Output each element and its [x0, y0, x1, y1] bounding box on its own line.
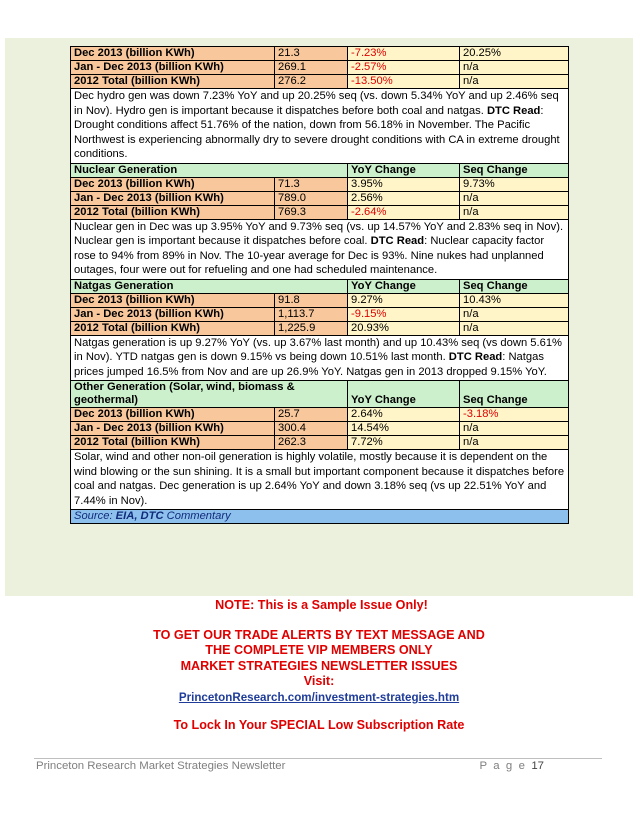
source-prefix: Source: [74, 510, 116, 522]
row-seq: n/a [460, 61, 569, 75]
commentary-text: : Natgas prices jumped 16.5% from Nov and are up 26.9% YoY. Natgas gen in 2013 dropped 9.15% YoY. [74, 351, 547, 378]
row-seq: n/a [460, 75, 569, 89]
natgas-commentary [71, 335, 569, 381]
row-value: 276.2 [275, 75, 348, 89]
row-seq: n/a [460, 191, 569, 205]
notice-lock-rate: To Lock In Your SPECIAL Low Subscription Rate [173, 718, 465, 733]
table-row [71, 205, 569, 219]
row-yoy: -9.15% [348, 307, 460, 321]
table-row [71, 61, 569, 75]
row-yoy: -2.57% [348, 61, 460, 75]
row-label: 2012 Total (billion KWh) [71, 436, 275, 450]
row-yoy: 7.72% [348, 436, 460, 450]
sample-issue-note: NOTE: This is a Sample Issue Only! [215, 598, 428, 612]
commentary-text: Dec hydro gen was down 7.23% YoY and up 20.25% seq (vs. down 5.34% YoY and up 2.46% seq in Nov). Hydro gen is important because it dispatches before both coal and natgas. [74, 90, 559, 117]
row-yoy: 14.54% [348, 422, 460, 436]
row-value: 25.7 [275, 408, 348, 422]
section-title: Nuclear Generation [71, 163, 348, 177]
source-suffix: Commentary [163, 510, 231, 522]
row-label: 2012 Total (billion KWh) [71, 321, 275, 335]
commentary-row [71, 335, 569, 381]
table-row [71, 436, 569, 450]
row-value: 769.3 [275, 205, 348, 219]
row-yoy: 9.27% [348, 293, 460, 307]
hydro-commentary [71, 89, 569, 164]
row-value: 262.3 [275, 436, 348, 450]
nuclear-commentary [71, 219, 569, 279]
row-label: Jan - Dec 2013 (billion KWh) [71, 422, 275, 436]
row-label: Dec 2013 (billion KWh) [71, 293, 275, 307]
section-header-other [71, 381, 569, 408]
row-label: Dec 2013 (billion KWh) [71, 47, 275, 61]
table-row [71, 293, 569, 307]
seq-header: Seq Change [460, 279, 569, 293]
notice-visit: Visit: [303, 673, 335, 688]
other-commentary: Solar, wind and other non-oil generation is highly volatile, mostly because it is dependent on the wind blowing or the sun shining. It is a small but important component because it dispatches before coal and natgas. Dec generation is up 2.64% YoY and down 3.18% seq (vs up 22.51% YoY and 7.44% in Nov). [71, 450, 569, 510]
notice-line-1: TO GET OUR TRADE ALERTS BY TEXT MESSAGE AND [153, 628, 485, 643]
row-label: 2012 Total (billion KWh) [71, 75, 275, 89]
table-row [71, 321, 569, 335]
row-value: 1,113.7 [275, 307, 348, 321]
subscription-link[interactable]: PrincetonResearch.com/investment-strategies.htm [178, 691, 460, 705]
row-seq: 9.73% [460, 177, 569, 191]
table-row [71, 191, 569, 205]
commentary-text: Natgas generation is up 9.27% YoY (vs. up 3.67% last month) and up 10.43% seq (vs down 5.61% in Nov). YTD natgas gen is down 9.15% vs being down 10.51% last month. [74, 336, 563, 363]
yoy-header: YoY Change [348, 163, 460, 177]
commentary-text: Nuclear gen in Dec was up 3.95% YoY and 9.73% seq (vs. up 14.57% YoY and 2.83% seq in Nov). Nuclear gen is important because it dispatches before coal. [74, 220, 564, 247]
row-value: 789.0 [275, 191, 348, 205]
row-seq: n/a [460, 205, 569, 219]
table-row [71, 47, 569, 61]
table-row [71, 307, 569, 321]
row-label: Dec 2013 (billion KWh) [71, 408, 275, 422]
row-value: 300.4 [275, 422, 348, 436]
page-label: P a g e [479, 760, 527, 772]
section-title-line2: geothermal) [74, 394, 139, 406]
row-label: Jan - Dec 2013 (billion KWh) [71, 61, 275, 75]
row-value: 1,225.9 [275, 321, 348, 335]
source-names: EIA, DTC [115, 510, 164, 522]
source-cell [71, 510, 569, 524]
row-seq: n/a [460, 436, 569, 450]
seq-header: Seq Change [460, 163, 569, 177]
table-row [71, 422, 569, 436]
row-label: Dec 2013 (billion KWh) [71, 177, 275, 191]
row-yoy: -13.50% [348, 75, 460, 89]
commentary-text: : Nuclear capacity factor rose to 94% from 89% in Nov. The 10-year average for Dec is 93%. Nine nukes had unplanned outages, four were out for refueling and one had scheduled maintenance. [74, 235, 545, 276]
row-seq: -3.18% [460, 408, 569, 422]
row-yoy: -2.64% [348, 205, 460, 219]
footer-page-indicator [479, 760, 544, 772]
seq-header: Seq Change [460, 381, 569, 408]
table-body [71, 47, 569, 524]
row-label: Jan - Dec 2013 (billion KWh) [71, 191, 275, 205]
row-value: 71.3 [275, 177, 348, 191]
row-seq: n/a [460, 422, 569, 436]
row-yoy: 3.95% [348, 177, 460, 191]
commentary-row [71, 219, 569, 279]
yoy-header: YoY Change [348, 381, 460, 408]
footer-newsletter-name: Princeton Research Market Strategies Newsletter [36, 760, 286, 772]
page-number: 17 [531, 760, 544, 772]
yoy-header: YoY Change [348, 279, 460, 293]
commentary-row [71, 89, 569, 164]
row-yoy: 2.56% [348, 191, 460, 205]
section-title [71, 381, 348, 408]
row-yoy: -7.23% [348, 47, 460, 61]
source-row [71, 510, 569, 524]
table-row [71, 75, 569, 89]
table-row [71, 408, 569, 422]
row-value: 269.1 [275, 61, 348, 75]
row-seq: 20.25% [460, 47, 569, 61]
row-seq: n/a [460, 321, 569, 335]
notice-line-3: MARKET STRATEGIES NEWSLETTER ISSUES [180, 658, 458, 673]
row-yoy: 20.93% [348, 321, 460, 335]
row-label: Jan - Dec 2013 (billion KWh) [71, 307, 275, 321]
dtc-read-label: DTC Read [370, 235, 425, 247]
section-header-nuclear [71, 163, 569, 177]
commentary-row [71, 450, 569, 510]
dtc-read-label: DTC Read [448, 351, 503, 363]
row-seq: 10.43% [460, 293, 569, 307]
section-header-natgas [71, 279, 569, 293]
table-row [71, 177, 569, 191]
footer-divider [34, 758, 602, 759]
section-title: Natgas Generation [71, 279, 348, 293]
notice-line-2: THE COMPLETE VIP MEMBERS ONLY [205, 643, 433, 658]
dtc-read-label: DTC Read [486, 104, 541, 117]
subscription-notice [0, 598, 638, 733]
row-value: 21.3 [275, 47, 348, 61]
commentary-text: : Drought conditions affect 51.76% of the nation, down from 56.18% in November. The Pacific Northwest is experiencing abnormally dry to severe drought conditions with CA in extreme drought conditions. [74, 104, 560, 160]
section-title-line1: Other Generation (Solar, wind, biomass & [74, 381, 295, 393]
generation-data-table [70, 46, 569, 524]
row-label: 2012 Total (billion KWh) [71, 205, 275, 219]
row-yoy: 2.64% [348, 408, 460, 422]
row-seq: n/a [460, 307, 569, 321]
row-value: 91.8 [275, 293, 348, 307]
